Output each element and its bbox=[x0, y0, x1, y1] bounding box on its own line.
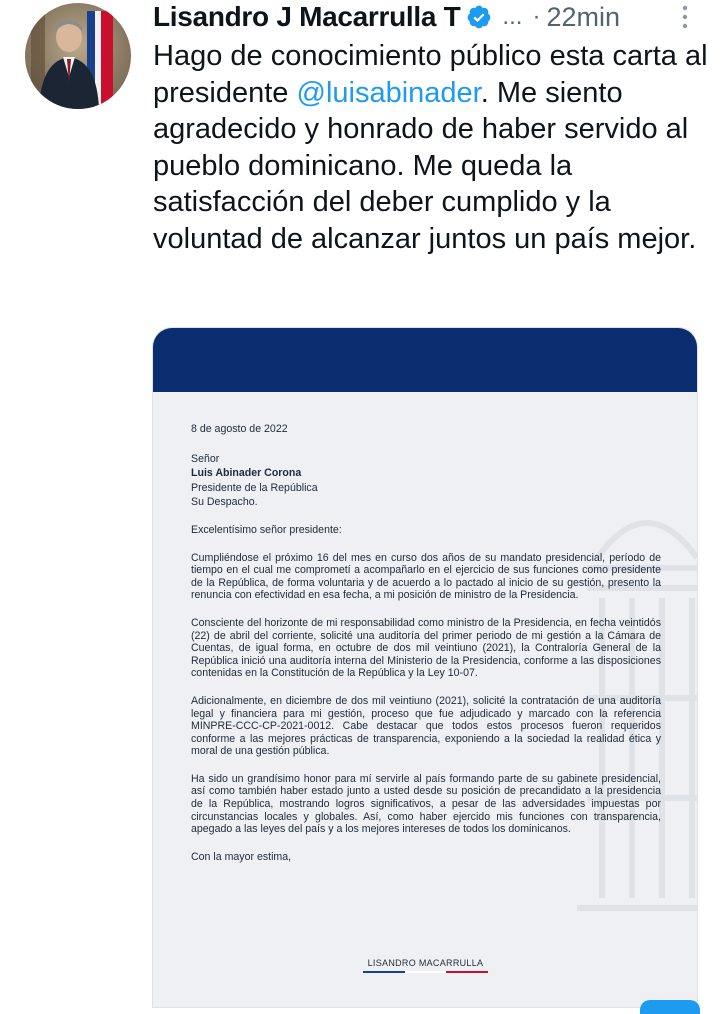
name-truncation: ... bbox=[502, 3, 523, 30]
letter-paragraph: Consciente del horizonte de mi responsabilidad como ministro de la Presidencia, en fecha veintidós (22) de abril del corriente, solicité una auditoría del primer periodo de mi gestión a la Cámara de Cuentas, de igual forma, en octubre de dos mil veintiuno (2021), la Contraloría General de la República inició una auditoría interna del Ministerio de la Presidencia, conforme a las disposiciones contenidas en la Constitución de la República y la Ley 10-07. bbox=[191, 616, 661, 680]
letter-body bbox=[191, 423, 661, 863]
tweet-text-part: Hago de conocimiento público esta carta al presidente bbox=[153, 40, 708, 109]
letter-image[interactable] bbox=[152, 327, 698, 1008]
signature-tricolor-line bbox=[363, 971, 488, 973]
letter-date: 8 de agosto de 2022 bbox=[191, 423, 288, 435]
mention-link[interactable]: @luisabinader bbox=[296, 76, 481, 109]
header-separator: · bbox=[532, 3, 541, 30]
letter-recipient-role: Presidente de la República bbox=[191, 481, 318, 494]
tweet-text-part: . Me siento agradecido y honrado de haber servido al pueblo dominicano. Me queda la satisfacción del deber cumplido y la voluntad de alcanzar juntos un país mejor. bbox=[153, 76, 697, 255]
author-avatar[interactable] bbox=[25, 3, 131, 109]
letter-greeting: Excelentísimo señor presidente: bbox=[191, 523, 342, 536]
tweet-text bbox=[153, 38, 713, 257]
letter-recipient-office: Su Despacho. bbox=[191, 496, 258, 509]
partial-floating-button[interactable] bbox=[640, 1000, 700, 1014]
more-vertical-icon[interactable] bbox=[680, 2, 690, 32]
letter-paragraph: Ha sido un grandísimo honor para mí servirle al país formando parte de su gabinete presidencial, así como también haber estado junto a usted desde su posición de precandidato a la presidencia de la República, mostrando logros significativos, a pesar de las adversidades impuestas por circunstancias locales y globales. Así, como haber ejercido mis funciones con transparencia, apegado a las leyes del país y a los mejores intereses de todos los dominicanos. bbox=[191, 772, 661, 836]
letter-header-band bbox=[153, 328, 697, 392]
verified-badge-icon bbox=[466, 4, 492, 30]
tweet-timestamp[interactable]: 22min bbox=[546, 1, 620, 32]
letter-signature: LISANDRO MACARRULLA bbox=[367, 958, 484, 968]
avatar-photo bbox=[25, 3, 131, 109]
letter-paragraph: Cumpliéndose el próximo 16 del mes en curso dos años de su mandato presidencial, período de tiempo en el cual me comprometí a acompañarlo en el ejercicio de sus funciones como presidente de la República, de forma voluntaria y de acuerdo a lo pactado al inicio de su gestión, presento la renuncia con efectividad en esa fecha, a mi posición de ministro de la Presidencia. bbox=[191, 551, 661, 602]
letter-salutation: Señor bbox=[191, 452, 220, 465]
letter-recipient-name: Luis Abinader Corona bbox=[191, 467, 302, 480]
author-name[interactable]: Lisandro J Macarrulla T bbox=[153, 1, 461, 32]
tweet-header bbox=[153, 0, 720, 34]
letter-paragraph: Adicionalmente, en diciembre de dos mil veintiuno (2021), solicité la contratación de una auditoría legal y financiera para mi gestión, proceso que fue adjudicado y marcado con la referencia MINPRE-CCC-CP-2021-0012. Cabe destacar que todos estos procesos fueron requeridos conforme a las mejores prácticas de transparencia, exponiendo a la sociedad la realidad ética y moral de una gestión pública. bbox=[191, 694, 661, 758]
letter-closing: Con la mayor estima, bbox=[191, 850, 292, 863]
